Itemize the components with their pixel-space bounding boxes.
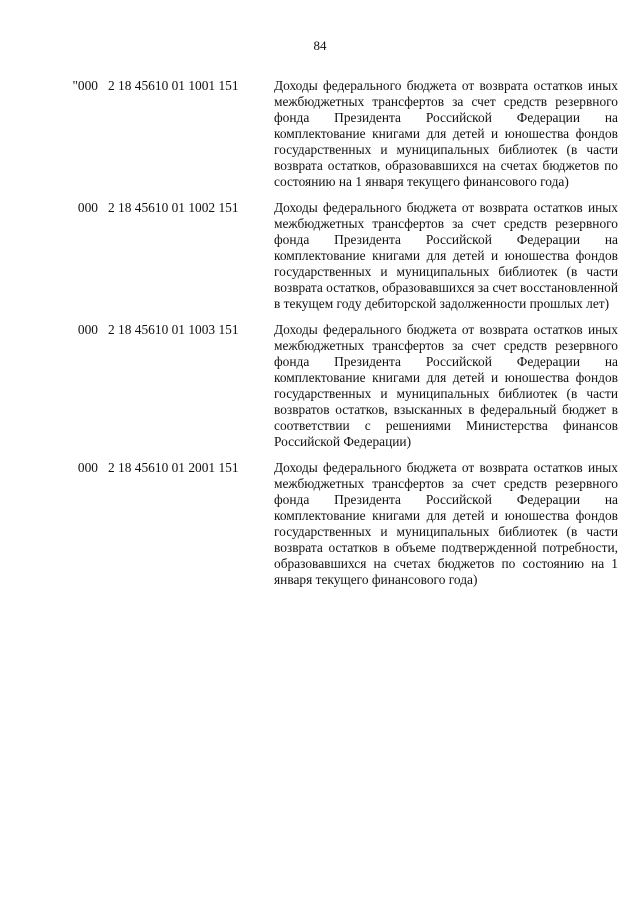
budget-classification-table [62,78,618,598]
classification-code: 2 18 45610 01 2001 151 [108,460,239,475]
revenue-description: Доходы федерального бюджета от возврата остатков иных межбюджетных трансфертов за счет средств резервного фонда Президента Российской Федерации на комплектование книгами для детей и юношества фондов государственных и муниципальных библиотек (в части возвратов остатков, взысканных в федеральный бюджет в соответствии с решениями Министерства финансов Российской Федерации) [274,322,618,449]
table-row [62,200,618,312]
administrator-code: 000 [77,460,98,475]
table-row [62,322,618,450]
table-row [62,460,618,588]
administrator-code: 000 [77,200,98,215]
revenue-description: Доходы федерального бюджета от возврата остатков иных межбюджетных трансфертов за счет средств резервного фонда Президента Российской Федерации на комплектование книгами для детей и юношества фондов государственных и муниципальных библиотек (в части возврата остатков, образовавшихся на счетах бюджетов по состоянию на 1 января текущего финансового года) [274,78,618,189]
classification-code: 2 18 45610 01 1001 151 [108,78,239,93]
revenue-description: Доходы федерального бюджета от возврата остатков иных межбюджетных трансфертов за счет средств резервного фонда Президента Российской Федерации на комплектование книгами для детей и юношества фондов государственных и муниципальных библиотек (в части возврата остатков в объеме подтвержденной потребности, образовавшихся на счетах бюджетов по состоянию на 1 января текущего финансового года) [274,460,618,587]
page-number: 84 [313,38,327,53]
classification-code: 2 18 45610 01 1002 151 [108,200,239,215]
administrator-code: 000 [77,322,98,337]
administrator-code: "000 [72,78,98,93]
classification-code: 2 18 45610 01 1003 151 [108,322,239,337]
table-row [62,78,618,190]
revenue-description: Доходы федерального бюджета от возврата остатков иных межбюджетных трансфертов за счет средств резервного фонда Президента Российской Федерации на комплектование книгами для детей и юношества фондов государственных и муниципальных библиотек (в части возврата остатков, образовавшихся за счет восстановленной в текущем году дебиторской задолженности прошлых лет) [274,200,618,311]
